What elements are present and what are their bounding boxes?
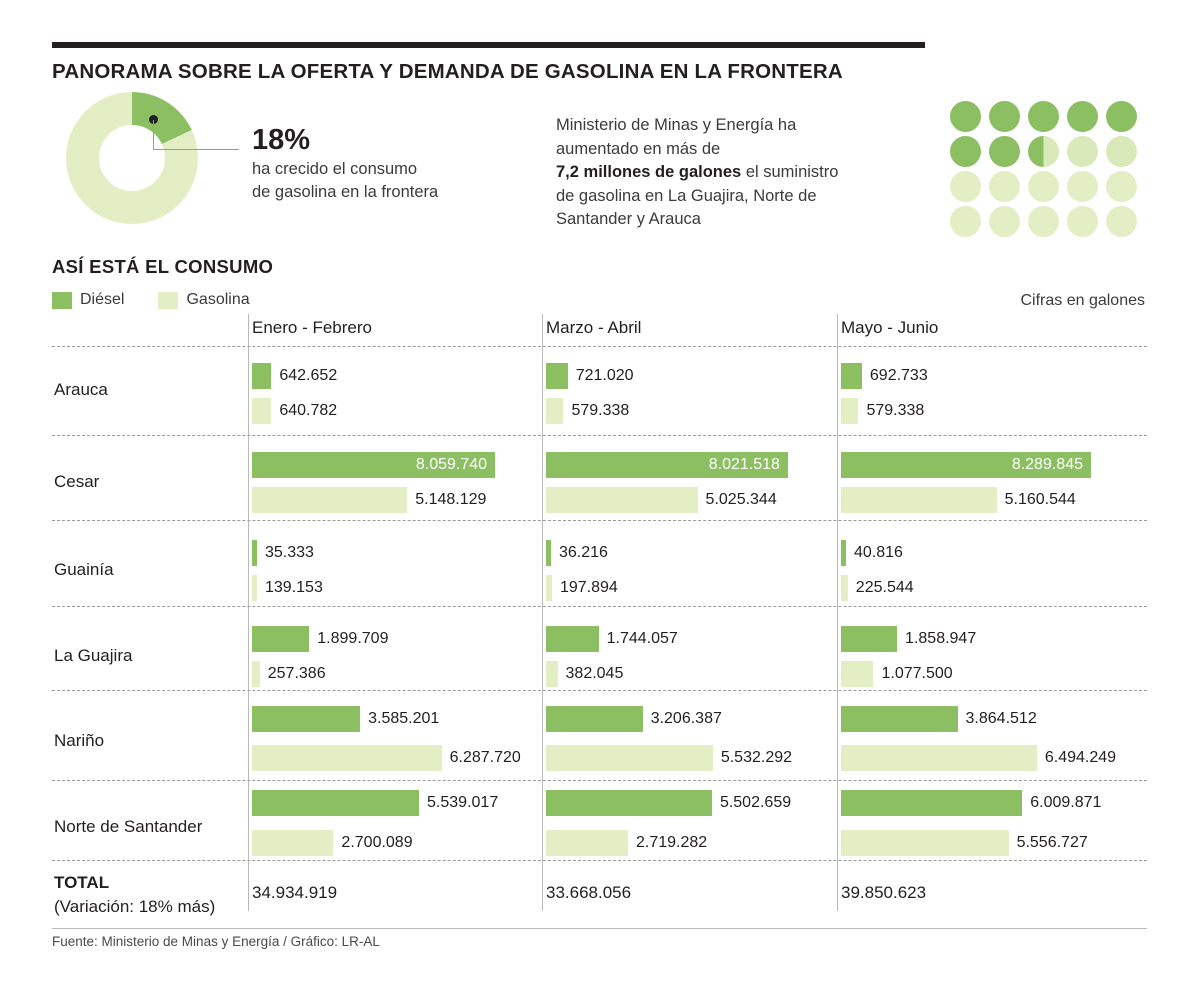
dot [1028,101,1059,132]
bar [841,575,848,601]
row-label: Cesar [54,472,100,491]
bar [841,487,997,513]
bar-value-label: 225.544 [855,579,914,596]
row-label: Norte de Santander [54,817,203,836]
bar [252,830,333,856]
bar-value-label: 36.216 [559,544,608,561]
bar-value-label: 579.338 [571,402,630,419]
bar [841,745,1037,771]
source-note: Fuente: Ministerio de Minas y Energía / Gráfico: LR-AL [52,934,380,949]
bar-value-label: 5.025.344 [705,491,777,508]
bar [546,661,558,687]
bar-value-label: 257.386 [267,665,326,682]
supply-note [556,114,946,232]
bar-value-label: 6.287.720 [449,749,521,766]
bar-value-label: 5.539.017 [427,794,499,811]
bar [546,745,713,771]
dot [950,136,981,167]
bar-value-label: 3.585.201 [368,710,440,727]
bar-value-label: 3.864.512 [965,710,1037,727]
supply-note-l2: aumentado en más de [556,139,721,158]
dot [989,171,1020,202]
row-divider [52,690,1147,691]
bar [841,363,862,389]
column-header: Marzo - Abril [546,318,642,337]
bar-value-label: 1.077.500 [881,665,953,682]
bar [546,363,568,389]
dot-grid [950,101,1146,241]
bar-value-label: 5.556.727 [1016,834,1088,851]
bar-value-label: 5.148.129 [415,491,487,508]
bar [546,398,563,424]
bar [841,540,846,566]
bar-value-label: 642.652 [279,367,338,384]
donut-description-l1: ha crecido el consumo [252,160,418,178]
row-divider [52,346,1147,347]
bar-value-label: 1.858.947 [905,630,977,647]
legend-swatch-diesel [52,292,72,309]
row-label: Guainía [54,560,114,579]
bar [841,626,897,652]
dot [1067,136,1098,167]
dot [989,101,1020,132]
row-divider [52,520,1147,521]
dot [1067,206,1098,237]
row-divider [52,860,1147,861]
dot [1106,101,1137,132]
total-value: 33.668.056 [546,883,632,902]
bar-value-label: 2.719.282 [636,834,708,851]
column-separator [837,314,838,911]
bar-value-label: 2.700.089 [341,834,413,851]
row-label: La Guajira [54,646,133,665]
bar-value-label: 382.045 [565,665,624,682]
bar [252,363,271,389]
dot [950,101,981,132]
bar-value-label: 197.894 [559,579,618,596]
bar [252,706,360,732]
donut-value: 18% [252,124,311,156]
total-label: TOTAL [54,873,110,892]
bar [252,487,407,513]
legend-swatch-gasolina [158,292,178,309]
bar [252,575,257,601]
column-separator [248,314,249,911]
section-title: ASÍ ESTÁ EL CONSUMO [52,256,274,277]
bar-value-label: 5.502.659 [719,794,792,811]
bar-value-label: 6.494.249 [1044,749,1117,766]
dot [950,206,981,237]
row-divider [52,780,1147,781]
supply-note-after: el suministro [741,163,839,181]
supply-note-l4: de gasolina en La Guajira, Norte de [556,186,817,205]
bar-value-label: 6.009.871 [1030,794,1102,811]
legend-label-diesel: Diésel [80,291,125,308]
column-header: Enero - Febrero [252,318,372,337]
bar-value-label: 3.206.387 [650,710,722,727]
bar-value-label: 579.338 [866,402,925,419]
bar-value-label: 8.289.845 [1011,456,1083,473]
bar [252,790,419,816]
bar [546,830,628,856]
bar-value-label: 8.021.518 [708,456,780,473]
dot [989,206,1020,237]
bar [546,540,551,566]
bar-value-label: 40.816 [854,544,903,561]
legend [52,291,250,309]
row-label: Nariño [54,731,105,750]
row-divider [52,435,1147,436]
units-note: Cifras en galones [1020,292,1145,309]
bar [841,706,958,732]
dot [1028,206,1059,237]
bar-value-label: 35.333 [265,544,314,561]
dot [1106,206,1137,237]
dot [1106,171,1137,202]
bar-value-label: 5.160.544 [1004,491,1076,508]
bar [546,626,599,652]
bar [841,398,858,424]
bar-value-label: 721.020 [575,367,634,384]
dot [989,136,1020,167]
bar [546,575,552,601]
total-sublabel: (Variación: 18% más) [54,897,216,916]
bar-value-label: 1.899.709 [317,630,389,647]
dot [1028,136,1059,167]
bar [546,487,698,513]
bar [252,398,271,424]
bar [252,540,257,566]
bar-value-label: 5.532.292 [720,749,793,766]
supply-note-bold: 7,2 millones de galones [556,163,742,181]
column-separator [542,314,543,911]
donut-description [252,158,522,204]
bar-value-label: 1.744.057 [606,630,678,647]
bar [252,661,260,687]
supply-note-l1: Ministerio de Minas y Energía ha [556,116,797,134]
bar [546,790,712,816]
page-title: PANORAMA SOBRE LA OFERTA Y DEMANDA DE GASOLINA EN LA FRONTERA [52,60,843,83]
bar-value-label: 8.059.740 [415,456,488,473]
top-rule [52,42,925,48]
dot [1067,171,1098,202]
row-label: Arauca [54,380,108,399]
bar-value-label: 692.733 [869,367,928,384]
column-header: Mayo - Junio [841,318,939,337]
bar [546,706,643,732]
legend-label-gasolina: Gasolina [186,291,250,308]
total-value: 39.850.623 [841,883,927,902]
bar [252,745,442,771]
dot [1028,171,1059,202]
bar-value-label: 139.153 [265,579,323,596]
donut-description-l2: de gasolina en la frontera [252,183,439,201]
dot [1067,101,1098,132]
row-divider [52,606,1147,607]
bar [841,830,1009,856]
footer-rule [52,928,1147,929]
bar [252,626,309,652]
donut-chart [66,92,198,224]
donut-leader-line [153,120,239,150]
dot [1106,136,1137,167]
supply-note-l5: Santander y Arauca [556,210,701,228]
dot [950,171,981,202]
bar [841,790,1022,816]
bar [841,661,873,687]
bar-value-label: 640.782 [279,402,338,419]
total-value: 34.934.919 [252,883,338,902]
